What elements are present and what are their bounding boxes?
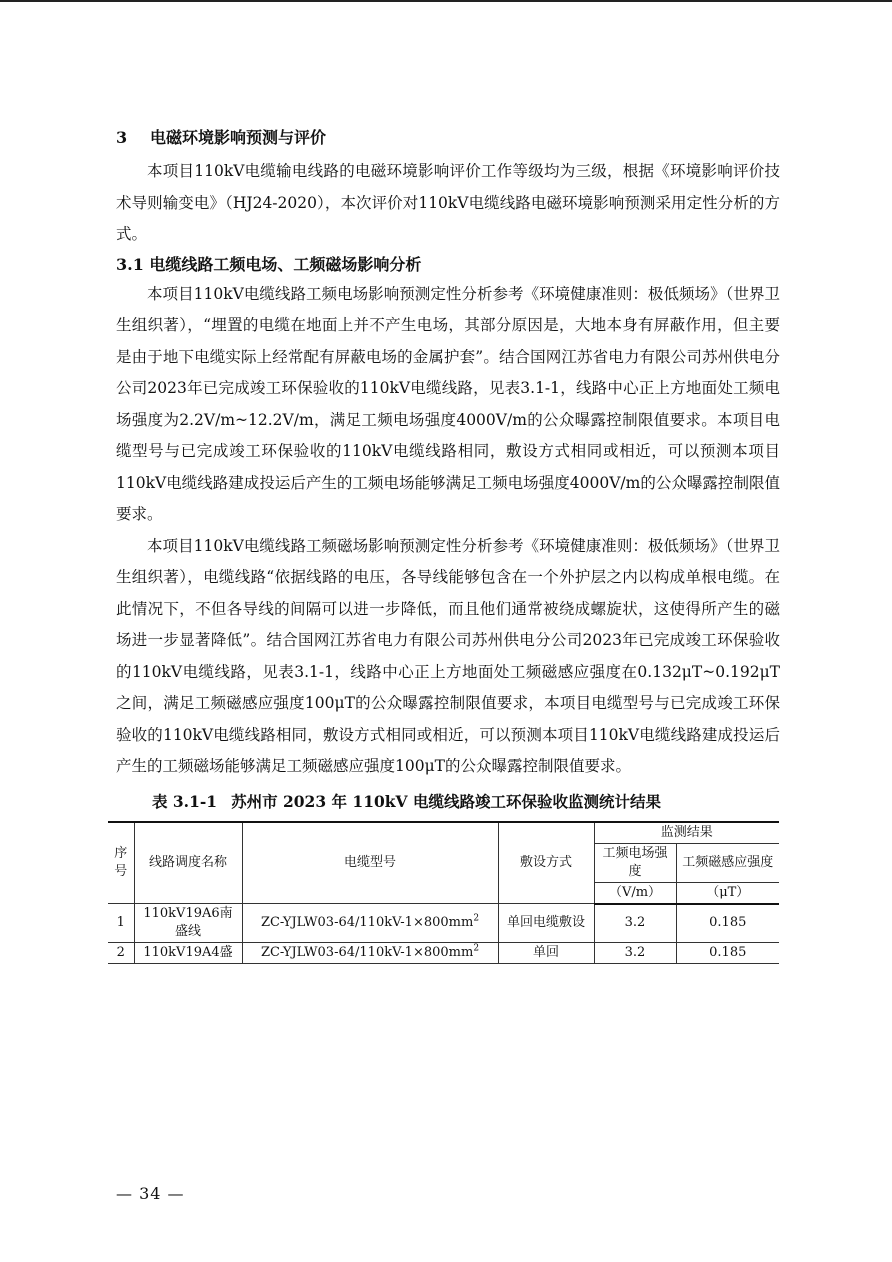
section-title: 电磁环境影响预测与评价 [150, 128, 327, 147]
cell-bfield: 0.185 [676, 943, 779, 964]
cell-laying-method: 单回电缆敷设 [498, 904, 594, 943]
table-caption-title: 苏州市 2023 年 110kV 电缆线路竣工环保验收监测统计结果 [231, 791, 661, 811]
page-number: — 34 — [116, 1184, 185, 1203]
cell-line-name: 110kV19A4盛 [134, 943, 242, 964]
document-body [116, 124, 780, 964]
header-laying-method: 敷设方式 [498, 822, 594, 904]
cell-cable-model [242, 943, 498, 964]
section-heading [116, 124, 780, 152]
cell-laying-method: 单回 [498, 943, 594, 964]
cell-efield: 3.2 [594, 943, 676, 964]
subsection-heading: 3.1 电缆线路工频电场、工频磁场影响分析 [116, 254, 422, 274]
header-monitoring-result: 监测结果 [594, 822, 779, 844]
header-efield-unit: （V/m） [594, 882, 676, 904]
cell-no: 1 [108, 904, 134, 943]
cell-line-name: 110kV19A6南盛线 [134, 904, 242, 943]
monitoring-results-table [108, 821, 779, 965]
cable-model-superscript: 2 [473, 913, 480, 924]
header-cable-model: 电缆型号 [242, 822, 498, 904]
section-number: 3 [116, 128, 128, 147]
cell-cable-model [242, 904, 498, 943]
bfield-analysis-paragraph: 本项目110kV电缆线路工频磁场影响预测定性分析参考《环境健康准则：极低频场》（世界卫生组织著），电缆线路“依据线路的电压，各导线能够包含在一个外护层之内以构成单根电缆。在此情况下，不但各导线的间隔可以进一步降低，而且他们通常被绕成螺旋状，这使得所产生的磁场进一步显著降低”。结合国网江苏省电力有限公司苏州供电分公司2023年已完成竣工环保验收的110kV电缆线路，见表3.1-1，线路中心正上方地面处工频磁感应强度在0.132μT~0.192μT之间，满足工频磁感应强度100μT的公众曝露控制限值要求，本项目电缆型号与已完成竣工环保验收的110kV电缆线路相同，敷设方式相同或相近，可以预测本项目110kV电缆线路建成投运后产生的工频磁场能够满足工频磁感应强度100μT的公众曝露控制限值要求。 [116, 536, 780, 775]
table-caption-number: 表 3.1-1 [152, 791, 218, 811]
header-bfield: 工频磁感应强度 [676, 843, 779, 882]
cell-efield: 3.2 [594, 904, 676, 943]
cable-model-text: ZC-YJLW03-64/110kV-1×800mm [260, 945, 474, 960]
page-top-rule [0, 0, 892, 2]
header-efield: 工频电场强度 [594, 843, 676, 882]
table-caption [116, 787, 780, 817]
header-bfield-unit: （μT） [676, 882, 779, 904]
cell-no: 2 [108, 943, 134, 964]
header-no: 序号 [108, 822, 134, 904]
header-line-name: 线路调度名称 [134, 822, 242, 904]
cable-model-text: ZC-YJLW03-64/110kV-1×800mm [260, 915, 474, 930]
cell-bfield: 0.185 [676, 904, 779, 943]
table-row [108, 904, 779, 943]
cable-model-superscript: 2 [473, 943, 480, 954]
section-intro-paragraph: 本项目110kV电缆输电线路的电磁环境影响评价工作等级均为三级，根据《环境影响评价技术导则输变电》（HJ24-2020），本次评价对110kV电缆线路电磁环境影响预测采用定性分析的方式。 [116, 162, 780, 243]
table-row [108, 943, 779, 964]
efield-analysis-paragraph: 本项目110kV电缆线路工频电场影响预测定性分析参考《环境健康准则：极低频场》（世界卫生组织著），“埋置的电缆在地面上并不产生电场，其部分原因是，大地本身有屏蔽作用，但主要是由于地下电缆实际上经常配有屏蔽电场的金属护套”。结合国网江苏省电力有限公司苏州供电分公司2023年已完成竣工环保验收的110kV电缆线路，见表3.1-1，线路中心正上方地面处工频电场强度为2.2V/m~12.2V/m，满足工频电场强度4000V/m的公众曝露控制限值要求。本项目电缆型号与已完成竣工环保验收的110kV电缆线路相同，敷设方式相同或相近，可以预测本项目110kV电缆线路建成投运后产生的工频电场能够满足工频电场强度4000V/m的公众曝露控制限值要求。 [116, 284, 780, 523]
